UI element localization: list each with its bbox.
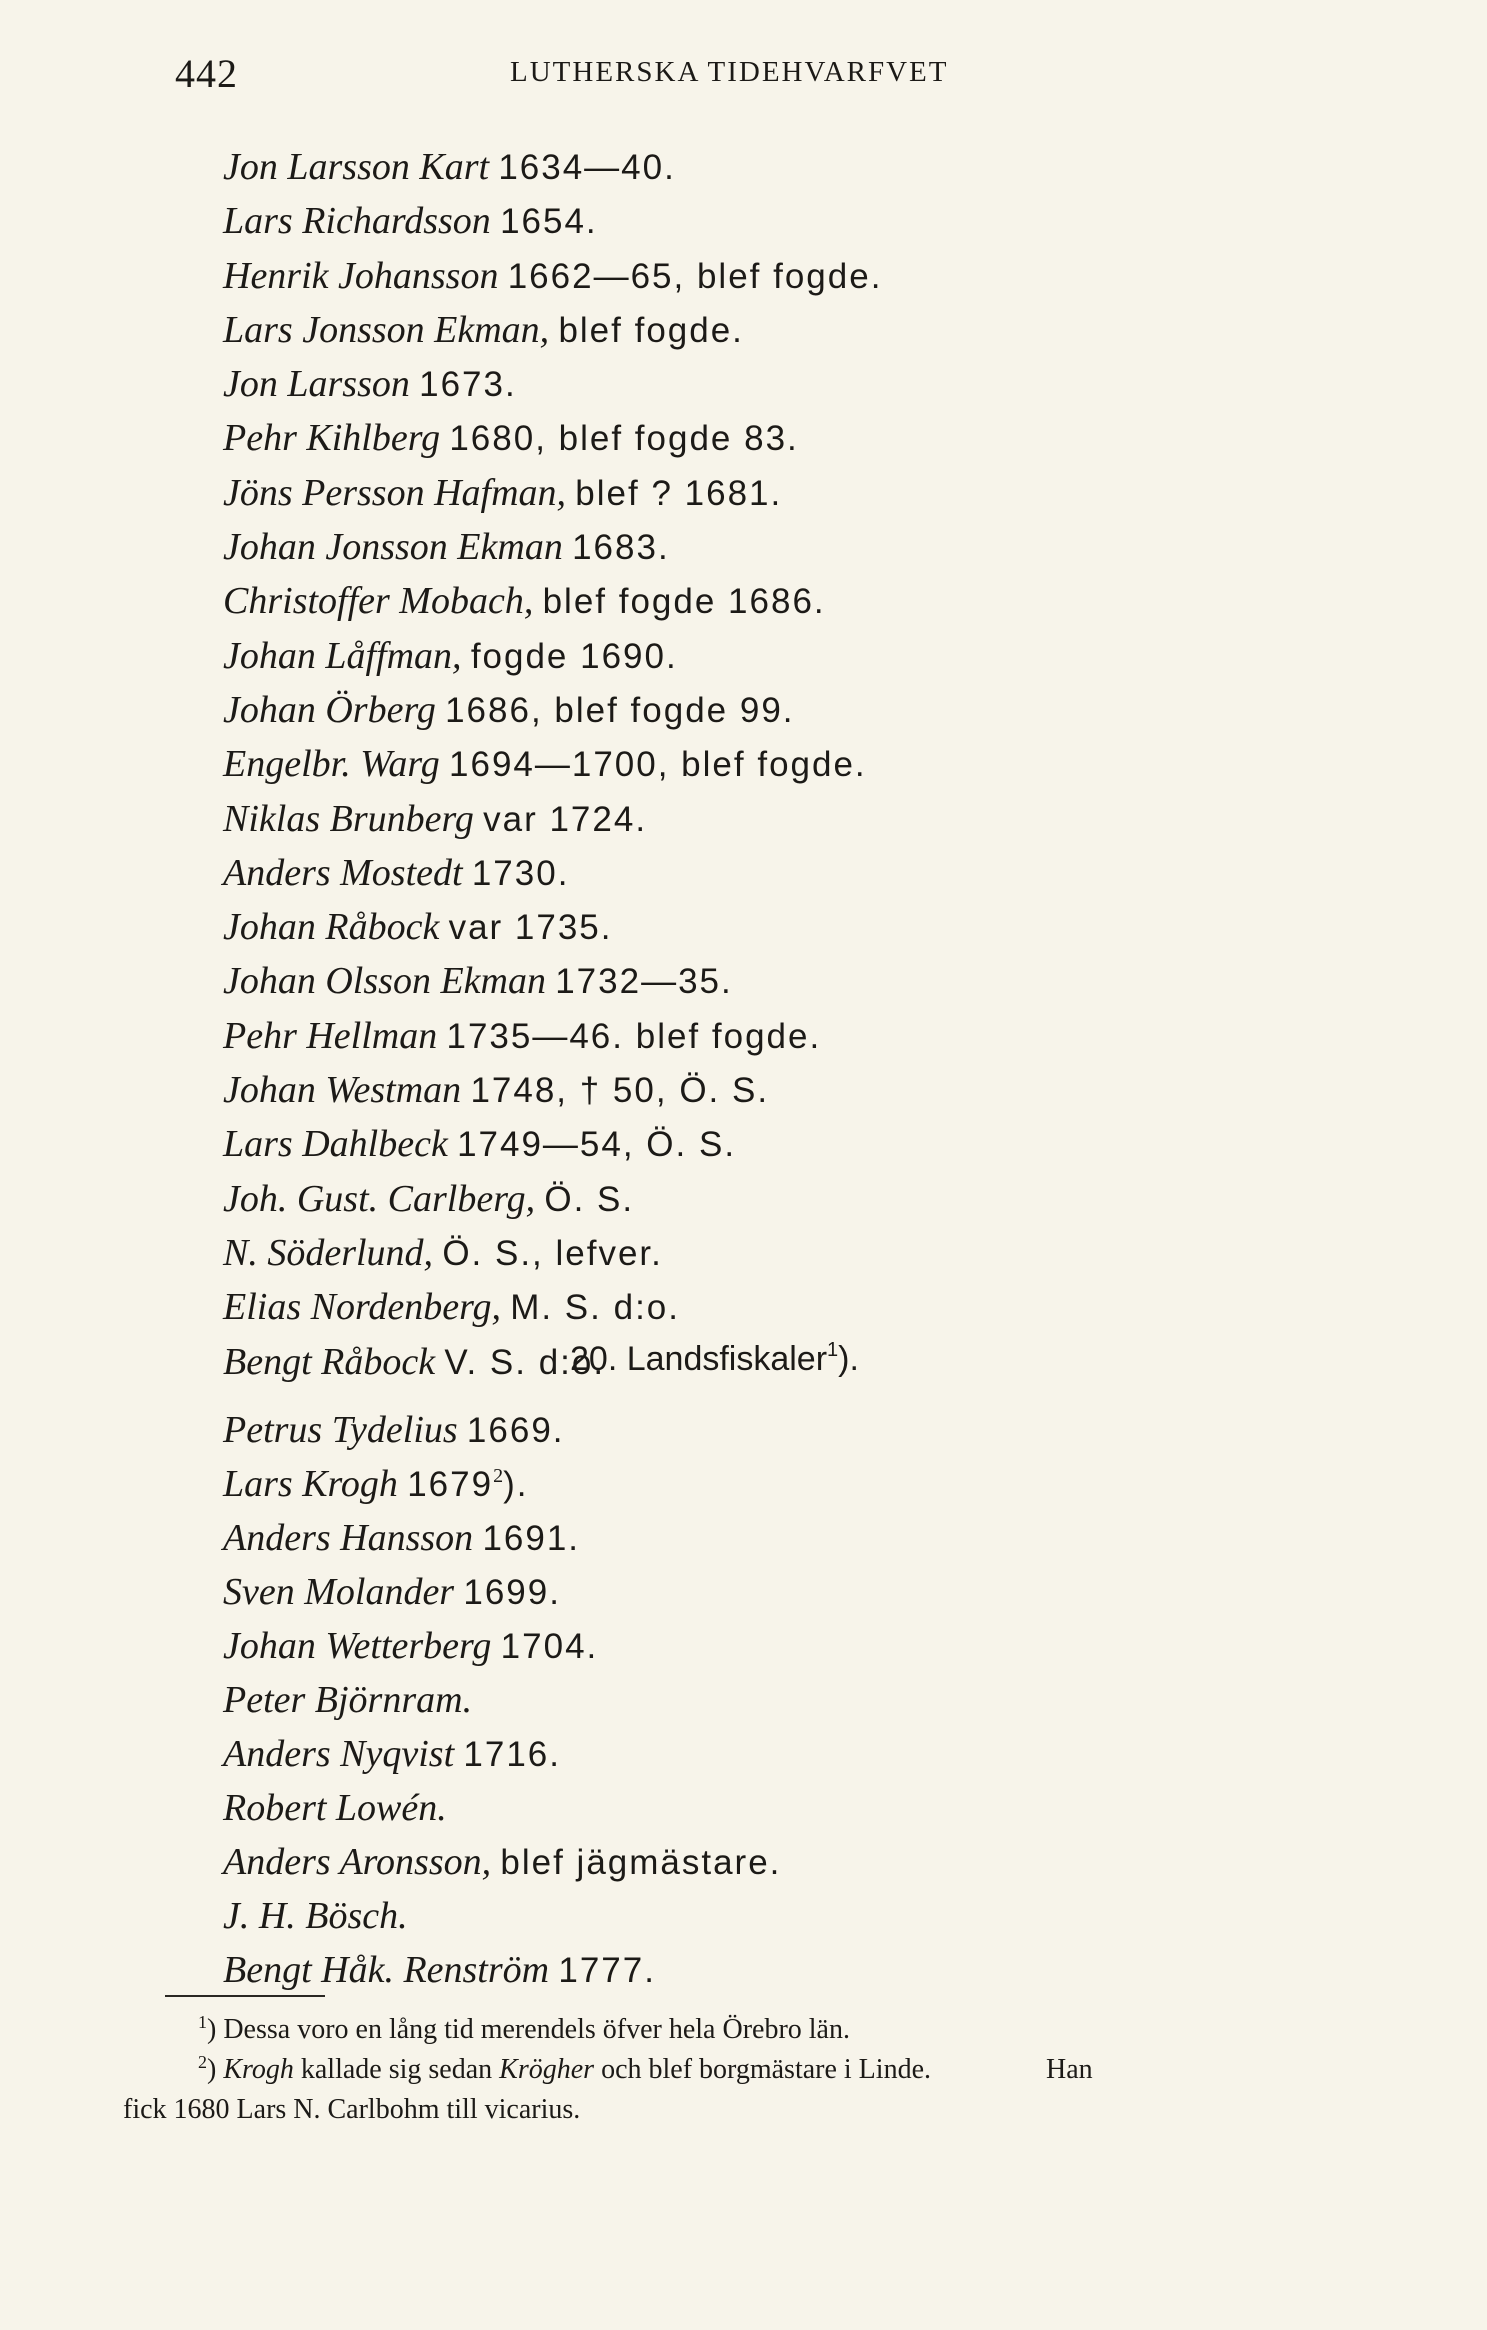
landsfiskaler-list [223,1403,1223,1997]
person-name: Lars Jonsson Ekman, [223,308,550,351]
person-name: Pehr Kihlberg [223,417,441,460]
person-name: Lars Dahlbeck [223,1123,448,1166]
footnote-mark: 1 [198,2012,207,2032]
person-name: Elias Nordenberg, [223,1286,501,1329]
list-item [223,1727,1223,1781]
person-name: Bengt Håk. Renström [223,1949,550,1991]
entry-details: 1732—35. [555,962,733,1002]
list-item [223,303,1223,357]
list-item [223,357,1223,411]
footnote-text: kallade sig sedan [293,2054,500,2085]
list-item [223,1565,1223,1619]
footnote-ref: 2 [493,1465,504,1487]
entry-details: fogde 1690. [470,636,678,676]
list-item [223,1403,1223,1457]
entry-details: 1716. [463,1735,561,1774]
footnote-1 [123,2010,1373,2050]
entry-details: 1662—65, blef fogde. [507,256,883,296]
page-header [175,50,1185,100]
person-name: Johan Wetterberg [223,1625,492,1667]
list-item [223,629,1223,683]
entry-details: blef jägmästare. [500,1843,782,1882]
person-name: Lars Richardsson [223,200,491,243]
entry-details: 1669. [466,1411,565,1450]
entry-details: 1634—40. [498,148,676,187]
person-name: Anders Mostedt [223,851,463,894]
person-name: J. H. Bösch. [223,1895,408,1937]
list-item [223,846,1223,900]
section-heading-text: 20. Landsfiskaler [570,1340,828,1378]
person-name: Anders Hansson [223,1517,474,1559]
entry-details: 1699. [463,1573,561,1612]
list-item [223,954,1223,1008]
page-number: 442 [175,51,238,96]
list-item [223,737,1223,791]
person-name: Johan Låffman, [223,634,462,677]
footnote-divider [165,1995,325,1997]
person-name: Jöns Persson Hafman, [223,471,567,514]
footnote-mark: 2 [198,2052,207,2072]
person-name: Sven Molander [223,1571,455,1613]
footnote-name: Lars N. Carlbohm [236,2094,440,2125]
list-item [223,1889,1223,1943]
entry-details: 1683. [572,528,670,568]
list-item [223,1619,1223,1673]
entry-details: 1686, blef fogde 99. [445,690,795,730]
entry-details: blef fogde. [558,310,744,350]
person-name: Anders Nyqvist [223,1733,455,1775]
person-name: Jon Larsson Kart [223,146,490,188]
entry-details: Ö. S., lefver. [442,1233,663,1273]
person-name: Johan Råbock [223,906,440,949]
person-name: Johan Örberg [223,688,436,731]
person-name: Robert Lowén. [223,1787,447,1829]
person-name: Johan Jonsson Ekman [223,526,563,569]
entry-details: 1691. [482,1519,581,1558]
list-item [223,1009,1223,1063]
list-item [223,140,1223,194]
footnote-name: Krogh [223,2054,294,2085]
list-item [223,1673,1223,1727]
person-name: Lars Krogh [223,1463,398,1505]
person-name: Anders Aronsson, [223,1841,492,1883]
person-name: Niklas Brunberg [223,797,474,840]
section-heading [570,1340,859,1379]
entry-details: var 1735. [448,908,613,948]
entry-details: 1777. [558,1951,656,1990]
footnote-2 [123,2050,1373,2090]
list-item [223,1117,1223,1171]
running-title: LUTHERSKA TIDEHVARFVET [510,56,949,88]
list-item [223,1781,1223,1835]
person-name: Henrik Johansson [223,254,499,297]
entry-details: 1730. [471,853,570,893]
entry-details: 1679 [407,1465,494,1504]
entry-details: 1735—46. blef fogde. [446,1016,822,1056]
person-name: Pehr Hellman [223,1014,438,1057]
list-item [223,1457,1223,1511]
list-item [223,792,1223,846]
list-item [223,1063,1223,1117]
list-item [223,249,1223,303]
list-item [223,1835,1223,1889]
list-item [223,1511,1223,1565]
list-item [223,1280,1223,1334]
entry-details: V. S. d:o. [444,1342,606,1382]
list-item [223,466,1223,520]
footnote-text: fick 1680 [123,2094,237,2125]
entry-details: blef fogde 1686. [542,582,826,622]
person-name: Peter Björnram. [223,1679,473,1721]
footnote-ref: 1 [827,1339,839,1361]
footnotes [123,2010,1373,2130]
entry-details: 1680, blef fogde 83. [449,419,799,459]
officials-list [223,140,1223,1389]
entry-details: 1704. [500,1627,599,1666]
entry-details: 1673. [419,365,517,405]
list-item [223,411,1223,465]
list-item [223,520,1223,574]
list-item [223,574,1223,628]
entry-details: Ö. S. [544,1179,635,1219]
person-name: Johan Olsson Ekman [223,960,546,1003]
footnote-text: och blef borgmästare i Linde. [594,2054,931,2085]
person-name: Christoffer Mobach, [223,580,534,623]
entry-punct: ). [503,1465,529,1504]
list-item [223,1226,1223,1280]
footnote-text: ) Dessa voro en lång tid merendels öfver hela Örebro län. [207,2014,850,2045]
person-name: Johan Westman [223,1069,462,1112]
person-name: N. Söderlund, [223,1231,434,1274]
footnote-name: Krögher [499,2054,595,2085]
entry-details: M. S. d:o. [510,1288,680,1328]
footnote-open: ) [207,2054,224,2085]
footnote-text: till vicarius. [439,2094,581,2125]
section-heading-punct: ). [838,1340,859,1378]
footnote-text: Han [1046,2054,1093,2085]
entry-details: blef ? 1681. [575,473,783,513]
list-item [223,683,1223,737]
entry-details: 1694—1700, blef fogde. [449,745,867,785]
person-name: Joh. Gust. Carlberg, [223,1177,536,1220]
person-name: Bengt Råbock [223,1340,436,1383]
footnote-2-continued [123,2090,1373,2130]
list-item [223,194,1223,248]
entry-details: 1748, † 50, Ö. S. [470,1071,770,1111]
entry-details: 1749—54, Ö. S. [457,1125,737,1165]
entry-details: 1654. [500,202,598,242]
entry-details: var 1724. [483,799,648,839]
person-name: Engelbr. Warg [223,743,440,786]
person-name: Petrus Tydelius [223,1409,458,1451]
person-name: Jon Larsson [223,363,410,406]
list-item [223,1172,1223,1226]
list-item [223,900,1223,954]
list-item [223,1943,1223,1997]
